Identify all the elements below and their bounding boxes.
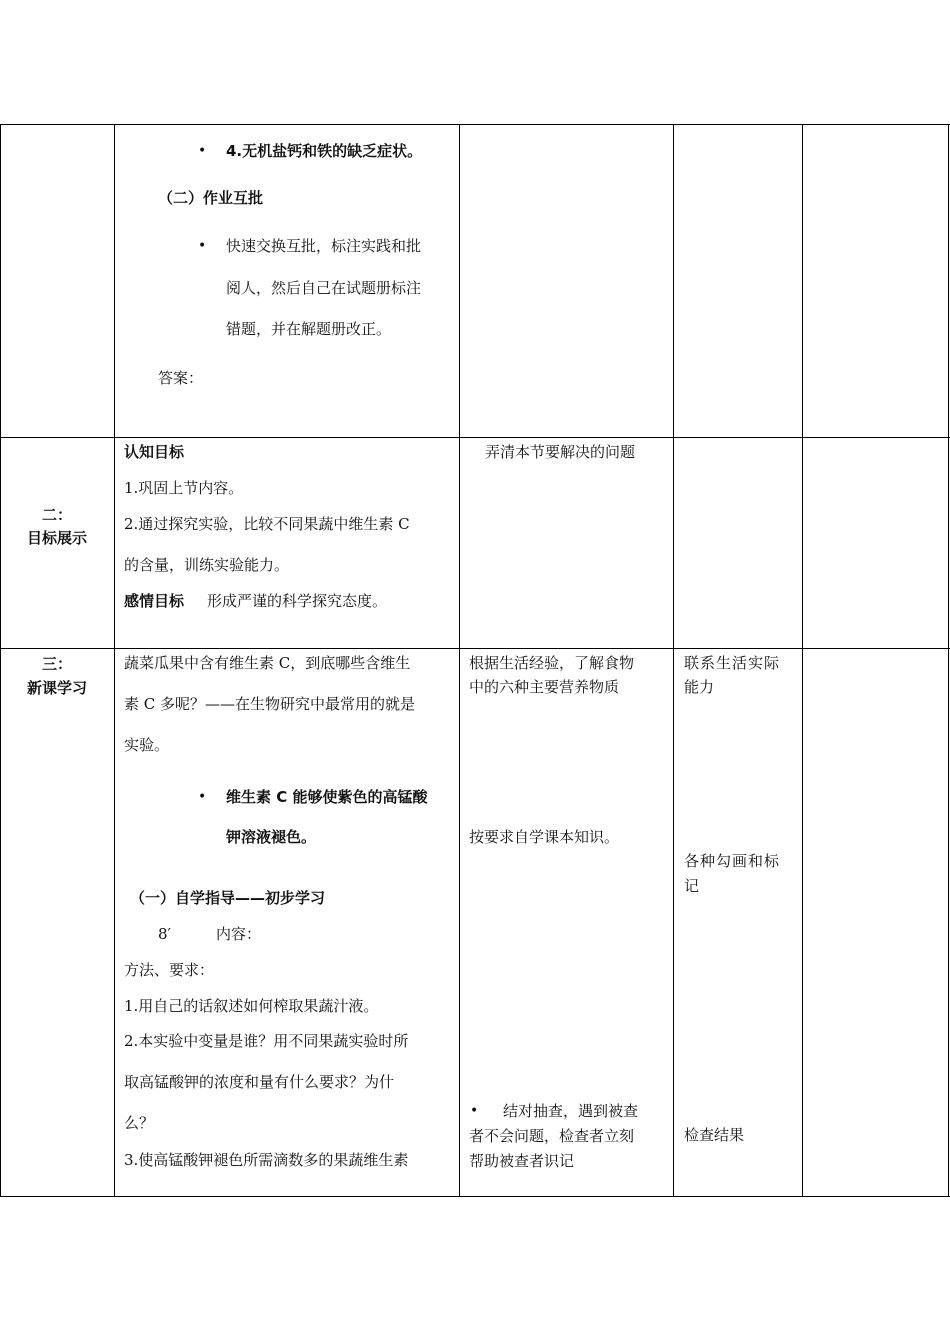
bullet-bold-line: 维生素 C 能够使紫色的高锰酸 (226, 788, 428, 806)
goal-item: 2.通过探究实验，比较不同果蔬中维生素 C (124, 515, 410, 533)
section-number: 三： (41, 655, 72, 673)
goal-item: 1.巩固上节内容。 (124, 479, 244, 497)
student-activity: 按要求自学课本知识。 (469, 828, 620, 846)
bullet-heading: 4.无机盐钙和铁的缺乏症状。 (226, 142, 423, 160)
content-label: 内容： (216, 925, 262, 943)
col-border (114, 124, 115, 1197)
bullet-text-line: 错题，并在解题册改正。 (226, 320, 392, 338)
section-number: 二： (41, 506, 72, 524)
emotion-goal-text: 形成严谨的科学探究态度。 (207, 592, 388, 610)
row-divider (0, 648, 950, 649)
student-activity: 中的六种主要营养物质 (469, 678, 620, 696)
student-activity: 根据生活经验，了解食物 (469, 654, 635, 672)
bullet-bold-line: 钾溶液褪色。 (226, 828, 317, 846)
intro-line: 蔬菜瓜果中含有维生素 C，到底哪些含维生 (124, 654, 411, 672)
question-line: 2.本实验中变量是谁？用不同果蔬实验时所 (124, 1032, 409, 1050)
table-bottom-border (0, 1196, 950, 1197)
row-divider (0, 437, 950, 438)
design-intent: 联系生活实际 (684, 654, 781, 672)
design-intent: 记 (684, 877, 700, 895)
goal-item: 的含量，训练实验能力。 (124, 556, 290, 574)
table-top-border (0, 124, 950, 125)
section-title: 新课学习 (26, 679, 87, 697)
student-activity: 帮助被查者识记 (469, 1152, 575, 1170)
time-label: 8′ (158, 925, 171, 943)
question-line: 取高锰酸钾的浓度和量有什么要求？为什 (124, 1073, 395, 1091)
bullet-dot: • (198, 789, 207, 805)
question-line: 1.用自己的话叙述如何榨取果蔬汁液。 (124, 997, 379, 1015)
bullet-text-line: 阅人，然后自己在试题册标注 (226, 279, 422, 297)
intro-line: 素 C 多呢？——在生物研究中最常用的就是 (124, 695, 416, 713)
section-title: 目标展示 (26, 529, 87, 547)
cognitive-goal-label: 认知目标 (124, 443, 185, 461)
bullet-dot: • (198, 238, 207, 254)
student-activity: 弄清本节要解决的问题 (485, 443, 636, 461)
bullet-text-line: 快速交换互批，标注实践和批 (226, 237, 422, 255)
design-intent: 各种勾画和标 (684, 852, 781, 870)
col-border (673, 124, 674, 1197)
student-activity: 结对抽查，遇到被查 (503, 1102, 639, 1120)
answer-label: 答案： (158, 369, 204, 387)
col-border (459, 124, 460, 1197)
question-line: 3.使高锰酸钾褪色所需滴数多的果蔬维生素 (124, 1151, 409, 1169)
intro-line: 实验。 (124, 736, 170, 754)
design-intent: 能力 (684, 678, 715, 696)
method-label: 方法、要求： (124, 961, 215, 979)
col-border (802, 124, 803, 1197)
bullet-dot: • (470, 1103, 479, 1119)
col-border (948, 124, 949, 1197)
question-line: 么？ (124, 1114, 155, 1132)
sub-heading: （二）作业互批 (158, 189, 264, 207)
design-intent: 检查结果 (684, 1126, 745, 1144)
emotion-goal-label: 感情目标 (124, 592, 185, 610)
self-study-heading: （一）自学指导——初步学习 (130, 889, 326, 907)
bullet-dot: • (198, 143, 207, 159)
student-activity: 者不会问题，检查者立刻 (469, 1127, 635, 1145)
